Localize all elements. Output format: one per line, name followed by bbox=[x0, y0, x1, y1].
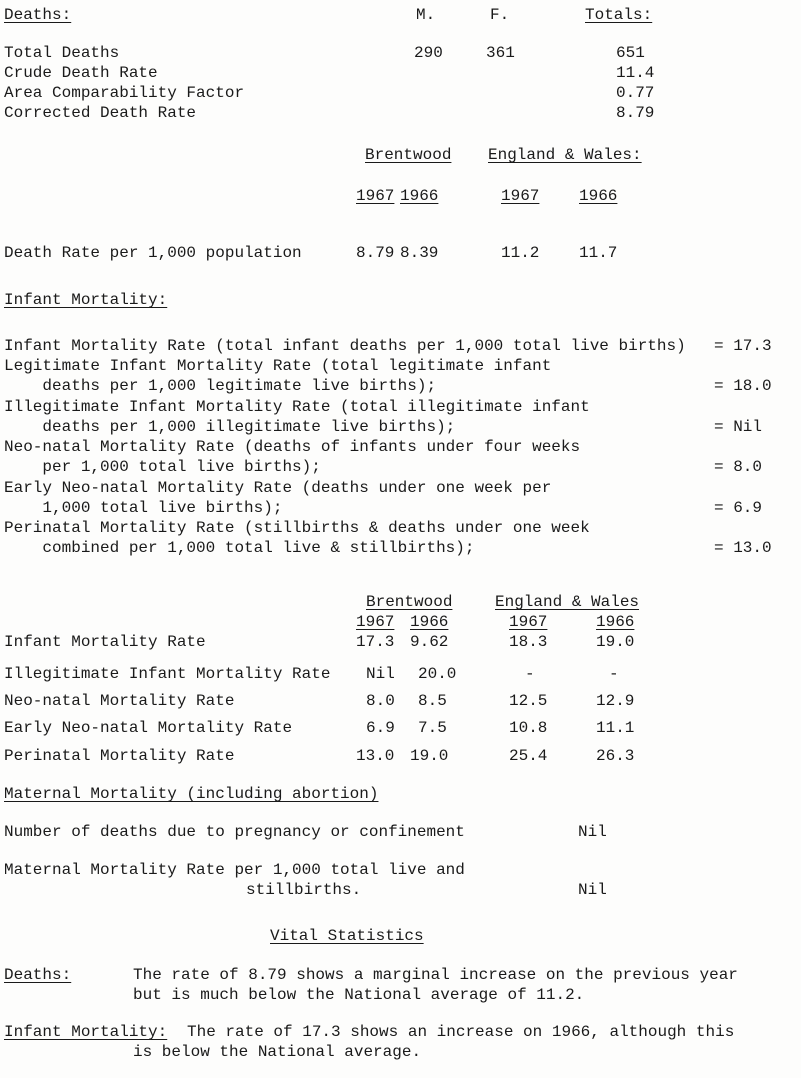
col-female-header: F. bbox=[490, 6, 510, 24]
infant-def-value: = 17.3 bbox=[714, 337, 772, 355]
england-wales-header: England & Wales: bbox=[488, 146, 642, 164]
death-rate-value: 11.2 bbox=[501, 244, 540, 262]
row-label: Corrected Death Rate bbox=[4, 104, 197, 122]
brentwood-header: Brentwood bbox=[366, 593, 453, 611]
vital-deaths-text: but is much below the National average of 11.2. bbox=[133, 986, 585, 1004]
rate-value: 18.3 bbox=[509, 633, 548, 651]
rate-value: 6.9 bbox=[366, 719, 395, 737]
death-rate-value: 11.7 bbox=[579, 244, 618, 262]
col-totals-header: Totals: bbox=[585, 6, 653, 24]
infant-def-value: = 13.0 bbox=[714, 539, 772, 557]
death-rate-value: 8.79 bbox=[356, 244, 395, 262]
rate-value: 11.1 bbox=[596, 719, 635, 737]
infant-def-line: 1,000 total live births); bbox=[4, 499, 283, 517]
row-total-value: 651 bbox=[616, 44, 645, 62]
rate-value: - bbox=[609, 665, 619, 683]
infant-def-value: = Nil bbox=[714, 418, 763, 436]
rate-value: 19.0 bbox=[596, 633, 635, 651]
col-male-header: M. bbox=[416, 6, 436, 24]
vital-statistics-heading: Vital Statistics bbox=[270, 927, 424, 945]
row-total-value: 0.77 bbox=[616, 84, 655, 102]
vital-deaths-label: Deaths: bbox=[4, 966, 72, 984]
maternal-deaths-value: Nil bbox=[578, 823, 607, 841]
rate-value: Nil bbox=[366, 665, 395, 683]
rate-value: 25.4 bbox=[509, 747, 548, 765]
year-heading: 1966 bbox=[400, 187, 439, 205]
vital-infant-label: Infant Mortality: bbox=[4, 1023, 168, 1041]
england-wales-header: England & Wales bbox=[495, 593, 640, 611]
rate-label: Perinatal Mortality Rate bbox=[4, 747, 235, 765]
row-female-value: 361 bbox=[486, 44, 515, 62]
infant-def-value: = 18.0 bbox=[714, 377, 772, 395]
year-heading: 1967 bbox=[356, 613, 395, 631]
rate-label: Infant Mortality Rate bbox=[4, 633, 206, 651]
infant-def-line: deaths per 1,000 legitimate live births); bbox=[4, 377, 437, 395]
rate-label: Illegitimate Infant Mortality Rate bbox=[4, 665, 331, 683]
row-label: Crude Death Rate bbox=[4, 64, 158, 82]
row-total-value: 8.79 bbox=[616, 104, 655, 122]
vital-deaths-text: The rate of 8.79 shows a marginal increase on the previous year bbox=[133, 966, 738, 984]
brentwood-header: Brentwood bbox=[365, 146, 452, 164]
rate-label: Neo-natal Mortality Rate bbox=[4, 692, 235, 710]
rate-value: 7.5 bbox=[418, 719, 447, 737]
maternal-rate-value: Nil bbox=[578, 881, 607, 899]
maternal-rate-label-cont: stillbirths. bbox=[246, 881, 362, 899]
death-rate-value: 8.39 bbox=[400, 244, 439, 262]
rate-value: 9.62 bbox=[410, 633, 449, 651]
infant-mortality-heading: Infant Mortality: bbox=[4, 291, 168, 309]
maternal-deaths-label: Number of deaths due to pregnancy or confinement bbox=[4, 823, 465, 841]
rate-value: 8.0 bbox=[366, 692, 395, 710]
year-heading: 1966 bbox=[410, 613, 449, 631]
rate-value: 12.5 bbox=[509, 692, 548, 710]
year-heading: 1967 bbox=[356, 187, 395, 205]
infant-def-line: Illegitimate Infant Mortality Rate (total illegitimate infant bbox=[4, 398, 590, 416]
maternal-rate-label: Maternal Mortality Rate per 1,000 total live and bbox=[4, 861, 465, 879]
death-rate-label: Death Rate per 1,000 population bbox=[4, 244, 302, 262]
rate-value: - bbox=[525, 665, 535, 683]
vital-infant-text: is below the National average. bbox=[133, 1043, 422, 1061]
rate-value: 17.3 bbox=[356, 633, 395, 651]
infant-def-line: Perinatal Mortality Rate (stillbirths & deaths under one week bbox=[4, 519, 590, 537]
year-heading: 1967 bbox=[509, 613, 548, 631]
rate-value: 20.0 bbox=[418, 665, 457, 683]
infant-def-value: = 6.9 bbox=[714, 499, 763, 517]
deaths-heading: Deaths: bbox=[4, 6, 72, 24]
rate-value: 26.3 bbox=[596, 747, 635, 765]
rate-value: 10.8 bbox=[509, 719, 548, 737]
row-male-value: 290 bbox=[414, 44, 443, 62]
row-label: Total Deaths bbox=[4, 44, 120, 62]
row-total-value: 11.4 bbox=[616, 64, 655, 82]
infant-def-line: Neo-natal Mortality Rate (deaths of infants under four weeks bbox=[4, 438, 581, 456]
year-heading: 1966 bbox=[579, 187, 618, 205]
row-label: Area Comparability Factor bbox=[4, 84, 245, 102]
infant-def-line: Legitimate Infant Mortality Rate (total legitimate infant bbox=[4, 357, 552, 375]
year-heading: 1967 bbox=[501, 187, 540, 205]
maternal-mortality-heading: Maternal Mortality (including abortion) bbox=[4, 785, 379, 803]
rate-label: Early Neo-natal Mortality Rate bbox=[4, 719, 293, 737]
infant-def-line: per 1,000 total live births); bbox=[4, 458, 321, 476]
rate-value: 13.0 bbox=[356, 747, 395, 765]
rate-value: 8.5 bbox=[418, 692, 447, 710]
infant-def-line: deaths per 1,000 illegitimate live births); bbox=[4, 418, 456, 436]
year-heading: 1966 bbox=[596, 613, 635, 631]
rate-value: 19.0 bbox=[410, 747, 449, 765]
infant-def-line: combined per 1,000 total live & stillbirths); bbox=[4, 539, 475, 557]
infant-def-value: = 8.0 bbox=[714, 458, 763, 476]
infant-def-line: Infant Mortality Rate (total infant deaths per 1,000 total live births) bbox=[4, 337, 686, 355]
infant-def-line: Early Neo-natal Mortality Rate (deaths under one week per bbox=[4, 479, 552, 497]
rate-value: 12.9 bbox=[596, 692, 635, 710]
vital-infant-text: The rate of 17.3 shows an increase on 1966, although this bbox=[187, 1023, 735, 1041]
